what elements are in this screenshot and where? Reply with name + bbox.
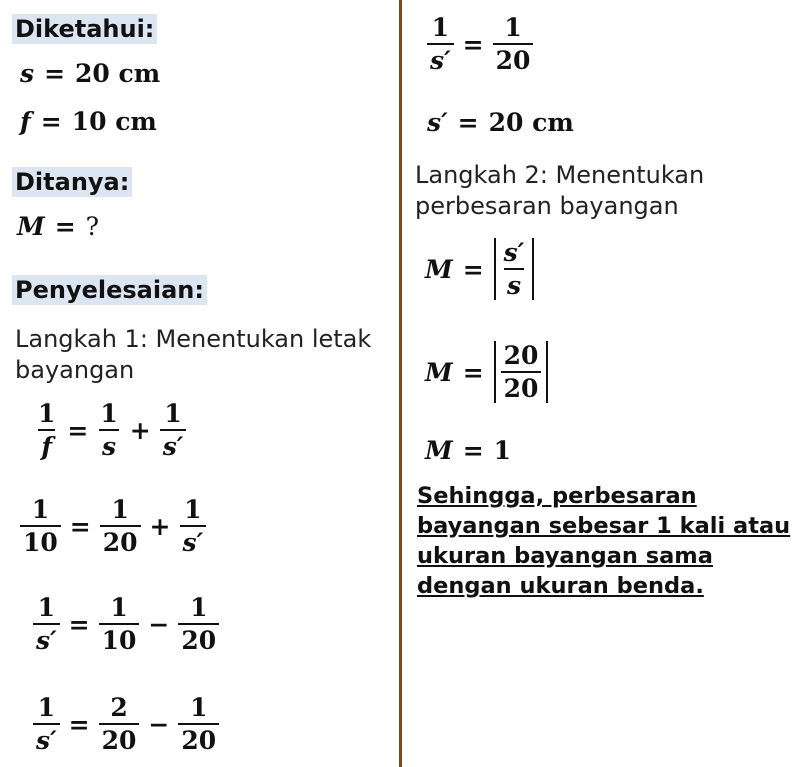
conclusion-text: Sehingga, perbesaran bayangan sebesar 1 kali atau ukuran bayangan sama dengan ukuran benda. (417, 483, 791, 599)
given-f: f = 10 cm (20, 107, 157, 136)
equation-1: $\frac{1}{f}$ = $\frac{1}{s}$ + $\frac{1}{s'}$ (32, 401, 189, 459)
equation-7: M = $\frac{s'}{s}$ (425, 238, 534, 300)
diketahui-heading: Diketahui: (12, 14, 157, 44)
asked-M: M = ? (17, 212, 100, 241)
equation-5: $\frac{1}{s'}$ = $\frac{1}{20}$ (424, 15, 536, 73)
penyelesaian-heading: Penyelesaian: (12, 275, 207, 305)
equation-8: M = $\frac{20}{20}$ (425, 341, 548, 403)
given-s: s = 20 cm (20, 59, 161, 88)
step2-title: Langkah 2: Menentukan perbesaran bayangan (415, 161, 705, 220)
step1-title: Langkah 1: Menentukan letak bayangan (15, 325, 372, 384)
column-divider (399, 0, 402, 767)
equation-4: $\frac{1}{s'}$ = $\frac{2}{20}$ − $\frac{1}{20}$ (30, 695, 222, 753)
equation-2: $\frac{1}{10}$ = $\frac{1}{20}$ + $\frac{1}{s'}$ (17, 497, 209, 555)
ditanya-heading: Ditanya: (12, 167, 132, 197)
equation-9: M = 1 (425, 436, 512, 465)
equation-6: s′ = 20 cm (427, 108, 574, 137)
equation-3: $\frac{1}{s'}$ = $\frac{1}{10}$ − $\frac{1}{20}$ (30, 595, 222, 653)
